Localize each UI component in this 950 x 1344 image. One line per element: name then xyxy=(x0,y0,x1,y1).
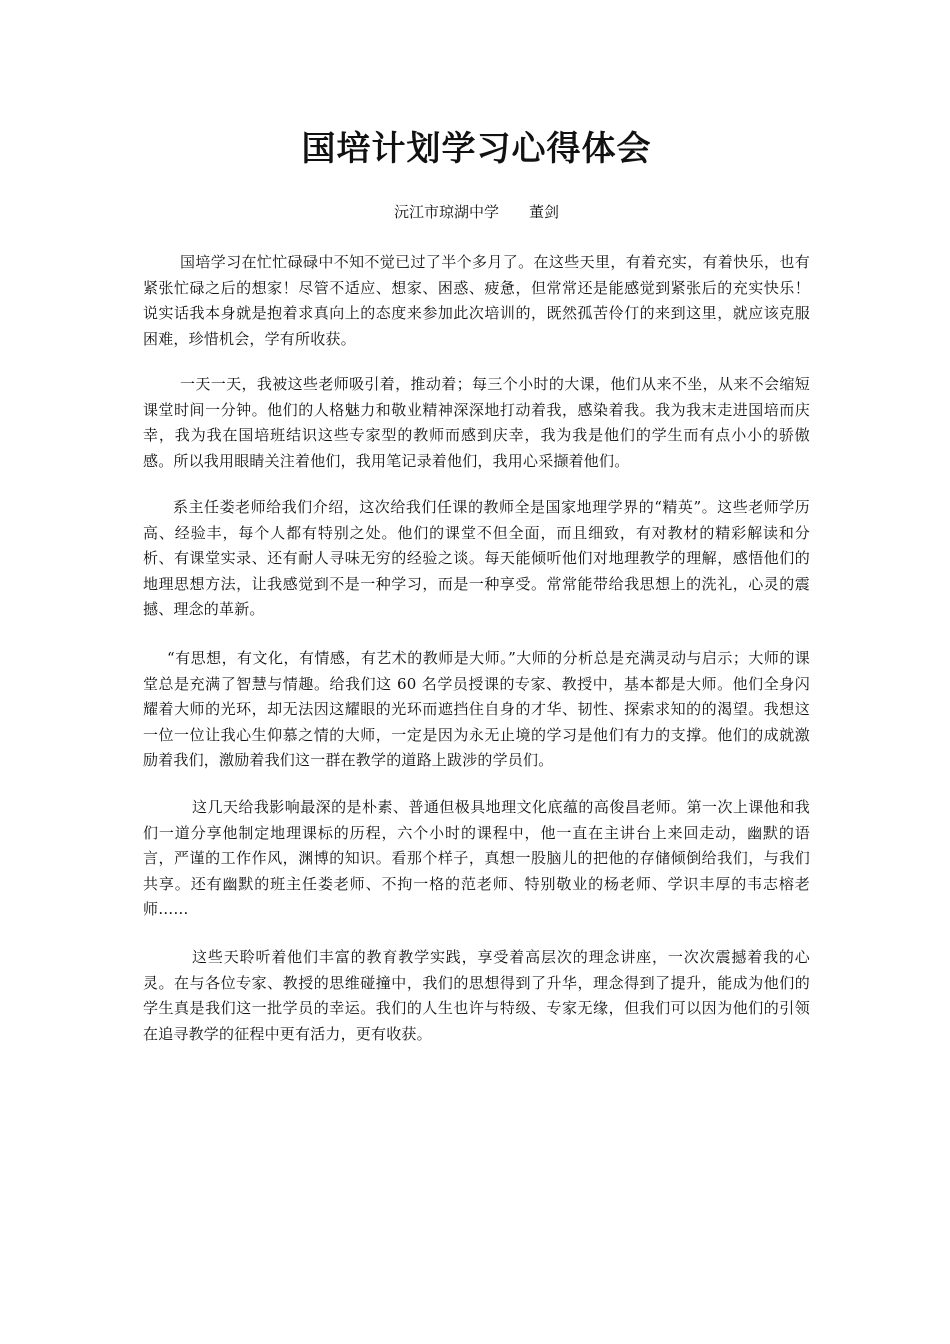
body-paragraph-3: 系主任娄老师给我们介绍，这次给我们任课的教师全是国家地理学界的“精英”。这些老师学历高、经验丰，每个人都有特别之处。他们的课堂不但全面，而且细致，有对教材的精彩解读和分析、有课堂实录、还有耐人寻味无穷的经验之谈。每天能倾听他们对地理教学的理解，感悟他们的地理思想方法，让我感觉到不是一种学习，而是一种享受。常常能带给我思想上的洗礼，心灵的震撼、理念的革新。 xyxy=(143,498,810,619)
author-school: 沅江市琼湖中学 xyxy=(393,203,499,221)
author-byline xyxy=(143,200,810,224)
author-name: 董剑 xyxy=(529,203,560,221)
document-title: 国培计划学习心得体会 xyxy=(301,129,652,169)
body-paragraph-1: 国培学习在忙忙碌碌中不知不觉已过了半个多月了。在这些天里，有着充实，有着快乐，也有紧张忙碌之后的想家！尽管不适应、想家、困惑、疲惫，但常常还是能感觉到紧张后的充实快乐！说实话我本身就是抱着求真向上的态度来参加此次培训的，既然孤苦伶仃的来到这里，就应该克服困难，珍惜机会，学有所收获。 xyxy=(143,253,810,348)
body-paragraph-6: 这些天聆听着他们丰富的教育教学实践，享受着高层次的理念讲座，一次次震撼着我的心灵。在与各位专家、教授的思维碰撞中，我们的思想得到了升华，理念得到了提升，能成为他们的学生真是我们这一批学员的幸运。我们的人生也许与特级、专家无缘，但我们可以因为他们的引领在追寻教学的征程中更有活力，更有收获。 xyxy=(143,948,810,1043)
body-paragraph-2: 一天一天，我被这些老师吸引着，推动着；每三个小时的大课，他们从来不坐，从来不会缩短课堂时间一分钟。他们的人格魅力和敬业精神深深地打动着我，感染着我。我为我末走进国培而庆幸，我为我在国培班结识这些专家型的教师而感到庆幸，我为我是他们的学生而有点小小的骄傲感。所以我用眼睛关注着他们，我用笔记录着他们，我用心采撷着他们。 xyxy=(143,375,810,470)
body-paragraph-5: 这几天给我影响最深的是朴素、普通但极具地理文化底蕴的高俊昌老师。第一次上课他和我们一道分享他制定地理课标的历程，六个小时的课程中，他一直在主讲台上来回走动，幽默的语言，严谨的工作作风，渊博的知识。看那个样子，真想一股脑儿的把他的存储倾倒给我们，与我们共享。还有幽默的班主任娄老师、不拘一格的范老师、特别敬业的杨老师、学识丰厚的韦志榕老师…… xyxy=(143,798,810,919)
body-paragraph-4: “有思想，有文化，有情感，有艺术的教师是大师。”大师的分析总是充满灵动与启示；大师的课堂总是充满了智慧与情趣。给我们这 60 名学员授课的专家、教授中，基本都是大师。他们全身闪耀着大师的光环，却无法因这耀眼的光环而遮挡住自身的才华、韧性、探索求知的的渴望。我想这一位一位让我心生仰慕之情的大师，一定是因为永无止境的学习是他们有力的支撑。他们的成就激励着我们，激励着我们这一群在教学的道路上跋涉的学员们。 xyxy=(143,649,810,770)
